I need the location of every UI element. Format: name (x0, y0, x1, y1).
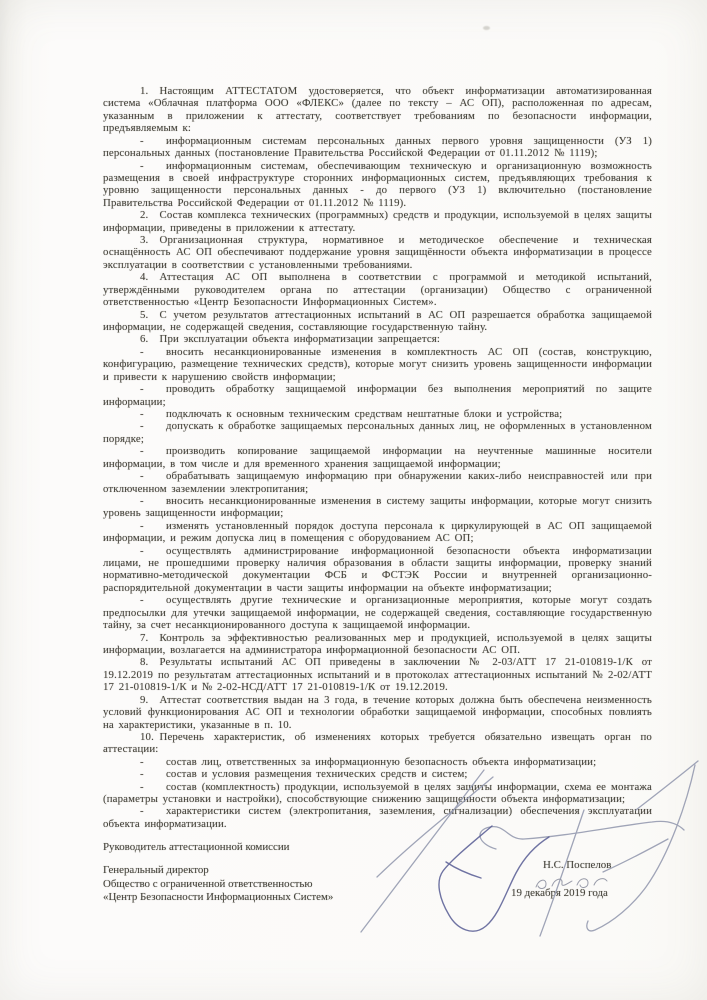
doc-list-item: - информационным системам, обеспечивающим техническую и организационную возможность размещения в своей инфраструктуре сторонних информационных систем, предъявляющих требования к уровню защищенности персональных данных - до первого (УЗ 1) включительно (постановление Правительства Российской Федерации от 01.11.2012 № 1119). (103, 159, 652, 209)
doc-list-item: - состав (комплектность) продукции, используемой в целях защиты информации, схема ее монтажа (параметры установки и настройки), способствующие снижению защищенности объекта информатизации; (103, 780, 652, 806)
doc-list-item: - вносить несанкционированные изменения в комплектность АС ОП (состав, конструкцию, конфигурацию, размещение технических средств), которые могут снизить уровень защищенности информации и привести к нарушению свойств информации; (103, 345, 652, 383)
signature-blue-strokes (439, 826, 549, 931)
doc-list-item: - подключать к основным техническим средствам нештатные блоки и устройства; (140, 407, 563, 420)
doc-list-item: - состав лиц, ответственных за информационную безопасность объекта информатизации; (140, 755, 597, 768)
doc-paragraph: 8. Результаты испытаний АС ОП приведены в заключении № 2-03/АТТ 17 21-010819-1/К от 19.12.2019 по результатам аттестационных испытаний и в протоколах аттестационных испытаний № 2-02/АТТ 17 21-010819-1/К и № 2-02-НСД/АТТ 17 21-010819-1/К от 19.12.2019. (103, 656, 652, 694)
doc-list-item: - допускать к обработке защищаемых персональных данных лиц, не оформленных в установленном порядке; (103, 420, 652, 445)
doc-list-item: - осуществлять администрирование информационной безопасности объекта информатизации лицами, не прошедшими проверку наличия образования в области защиты информации, проверку знаний нормативно-методической документации ФСБ и ФСТЭК России и внутренней организационно-распорядительной документации в части защиты информации на объекте информатизации; (103, 544, 652, 594)
doc-list-item: - изменять установленный порядок доступа персонала к циркулирующей в АС ОП защищаемой информации, и режим допуска лиц в помещения с оборудованием АС ОП; (103, 519, 652, 545)
commission-head-label: Руководитель аттестационной комиссии (103, 841, 290, 853)
doc-paragraph: 2. Состав комплекса технических (программных) средств и продукции, используемой в целях защиты информации, приведены в приложении к аттестату. (103, 209, 652, 234)
signatory-title-block (103, 864, 333, 905)
doc-list-item: - проводить обработку защищаемой информации без выполнения мероприятий по защите информации; (103, 383, 652, 408)
doc-paragraph: 6. При эксплуатации объекта информатизации запрещается: (140, 333, 441, 346)
doc-paragraph: 7. Контроль за эффективностью реализованных мер и продукцией, используемой в целях защиты информации, возлагается на администратора информационной безопасности АС ОП. (103, 631, 652, 656)
doc-list-item: - информационным системам персональных данных первого уровня защищенности (УЗ 1) персональных данных (постановление Правительства Российской Федерации от 01.11.2012 № 1119); (103, 134, 652, 160)
doc-paragraph: 3. Организационная структура, нормативное и методическое обеспечение и техническая оснащённость АС ОП обеспечивают поддержание уровня защищённости объекта информатизации в процессе эксплуатации в соответствии с установленными требованиями. (103, 234, 652, 271)
commission-head-line (103, 841, 289, 854)
doc-paragraph: 4. Аттестация АС ОП выполнена в соответствии с программой и методикой испытаний, утверждёнными руководителем органа по аттестации (организации) Общество с ограниченной ответственностью «Центр Безопасности Информационных Систем». (103, 271, 652, 309)
company-name-line2: «Центр Безопасности Информационных Систем» (103, 891, 334, 903)
doc-paragraph: 5. С учетом результатов аттестационных испытаний в АС ОП разрешается обработка защищаемой информации, не содержащей сведения, составляющие государственную тайну. (103, 308, 652, 334)
director-title: Генеральный директор (103, 864, 209, 876)
document-body (103, 85, 652, 830)
doc-list-item: - осуществлять другие технические и организационные мероприятия, которые могут создать предпосылки для утечки защищаемой информации, не содержащей сведения, составляющие государственную тайну, за счет несанкционированного доступа к защищаемой информации. (103, 594, 652, 632)
company-name-line1: Общество с ограниченной ответственностью (103, 877, 313, 890)
signature-date: 19 декабря 2019 года (511, 887, 608, 899)
doc-paragraph: 10. Перечень характеристик, об изменениях которых требуется обязательно извещать орган по аттестации: (103, 730, 652, 756)
doc-paragraph: 1. Настоящим АТТЕСТАТОМ удостоверяется, что объект информатизации автоматизированная система «Облачная платформа ООО «ФЛЕКС» (далее по тексту – АС ОП), расположенная по адресам, указанным в приложении к аттестату, соответствует требованиям по безопасности информации, предъявляемым к: (103, 85, 652, 135)
doc-list-item: - характеристики систем (электропитания, заземления, сигнализации) обеспечения эксплуатации объекта информатизации. (103, 805, 652, 830)
doc-list-item: - состав и условия размещения технических средств и систем; (140, 768, 468, 781)
scan-speck (483, 26, 490, 30)
doc-paragraph: 9. Аттестат соответствия выдан на 3 года, в течение которых должна быть обеспечена неизменность условий функционирования АС ОП и технологии обработки защищаемой информации, способных повлиять на характеристики, указанные в п. 10. (103, 693, 652, 731)
signatory-name: Н.С. Поспелов (543, 859, 612, 871)
doc-list-item: - вносить несанкционированные изменения в систему защиты информации, которые могут снизить уровень защищенности информации; (103, 494, 652, 520)
doc-list-item: - обрабатывать защищаемую информацию при обнаружении каких-либо неисправностей или при отключенном заземлении электропитания; (103, 470, 652, 495)
doc-list-item: - производить копирование защищаемой информации на неучтенные машинные носители информации, в том числе и для временного хранения защищаемой информации; (103, 445, 652, 470)
